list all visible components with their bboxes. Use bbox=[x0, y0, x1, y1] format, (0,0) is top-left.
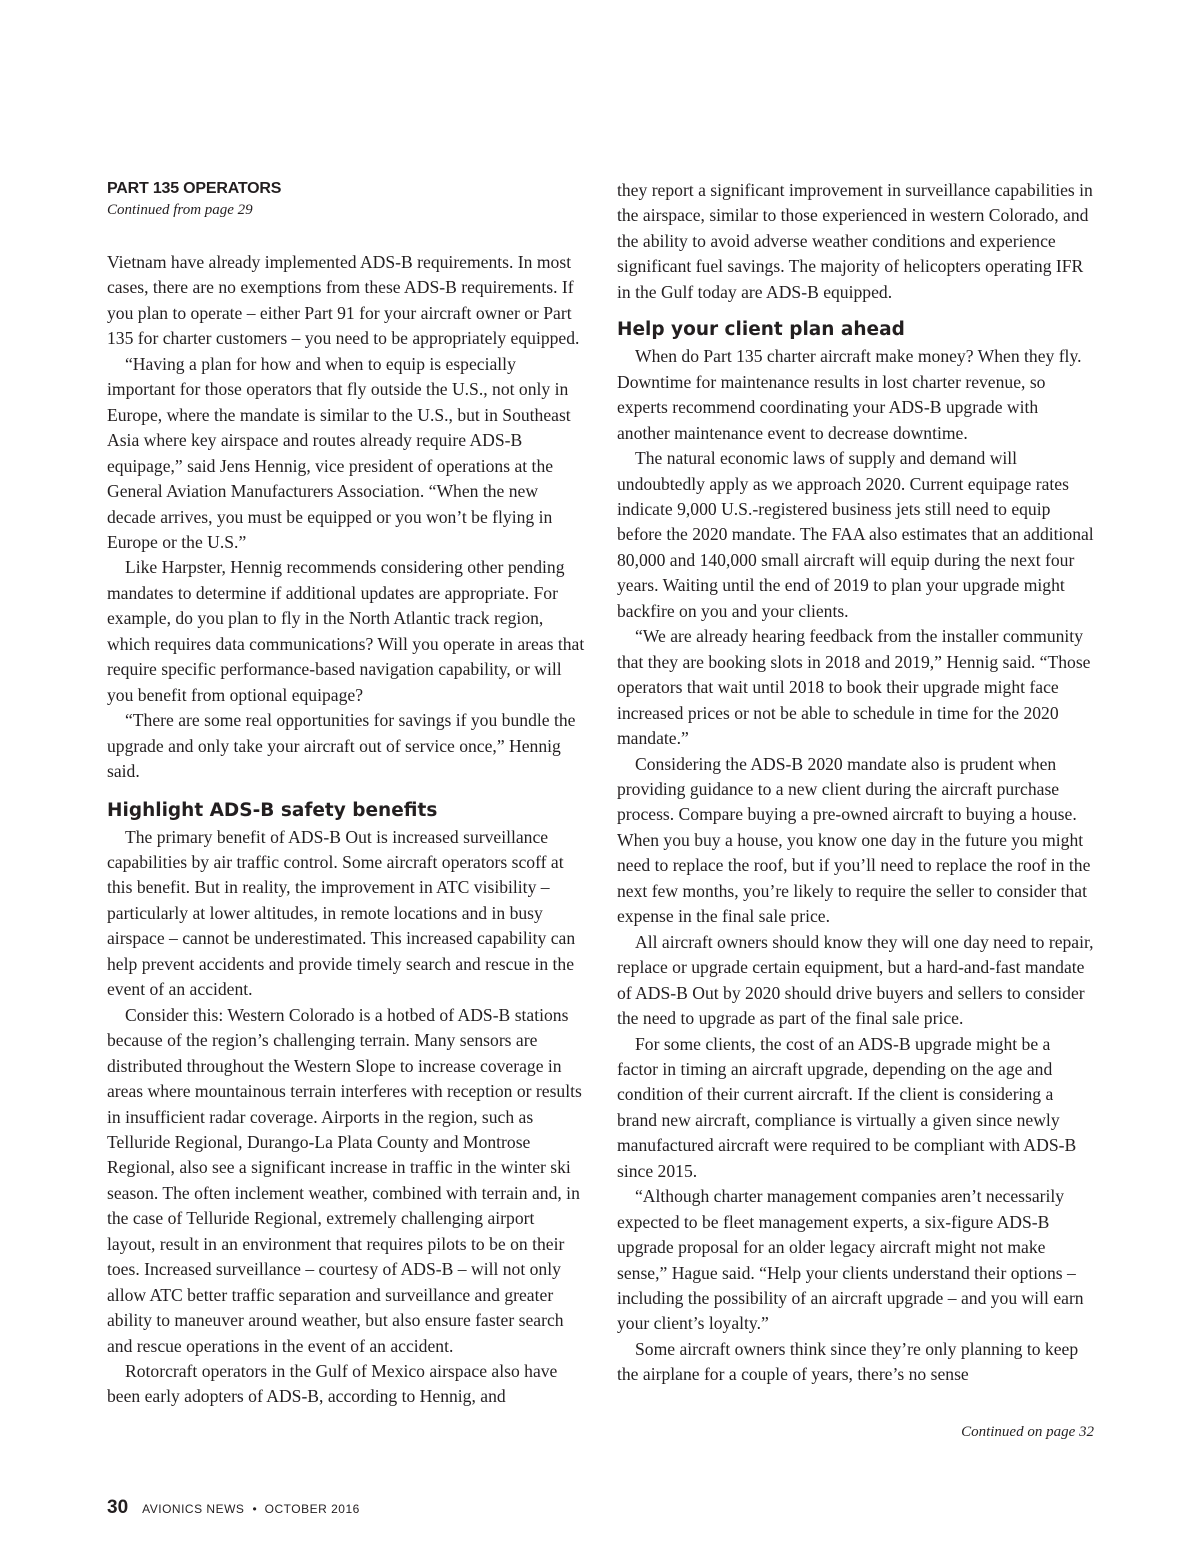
continued-on-note: Continued on page 32 bbox=[961, 1424, 1094, 1440]
publication-name: AVIONICS NEWS bbox=[142, 1502, 245, 1516]
paragraph: “We are already hearing feedback from the installer community that they are booking slots in 2018 and 2019,” Hennig said. “Those operators that wait until 2018 to book their upgrade might face increased prices or not be able to schedule in time for the 2020 mandate.” bbox=[617, 626, 1091, 749]
paragraph: For some clients, the cost of an ADS-B upgrade might be a factor in timing an aircraft upgrade, depending on the age and condition of their current aircraft. If the client is considering a brand new aircraft, compliance is virtually a given since newly manufactured aircraft were required to be compliant with ADS-B since 2015. bbox=[617, 1033, 1077, 1181]
footer-separator: • bbox=[252, 1502, 257, 1516]
paragraph: Vietnam have already implemented ADS-B requirements. In most cases, there are no exemptions from these ADS-B requirements. If you plan to operate – either Part 91 for your aircraft owner or Part 135 for charter customers – you need to be appropriately equipped. bbox=[107, 252, 580, 349]
section-heading-plan: Help your client plan ahead bbox=[617, 319, 905, 341]
issue-date: OCTOBER 2016 bbox=[264, 1502, 360, 1516]
section-label: PART 135 OPERATORS bbox=[107, 180, 282, 197]
paragraph: Considering the ADS-B 2020 mandate also is prudent when providing guidance to a new client during the aircraft purchase process. Compare buying a pre-owned aircraft to buying a house. When you buy a house, you know one day in the future you might need to replace the roof, but if you’ll need to replace the roof in the next few months, you’re likely to require the seller to consider that expense in the final sale price. bbox=[617, 753, 1091, 927]
paragraph: When do Part 135 charter aircraft make money? When they fly. Downtime for maintenance results in lost charter revenue, so experts recommend coordinating your ADS-B upgrade with another maintenance event to decrease downtime. bbox=[617, 346, 1082, 443]
paragraph: The natural economic laws of supply and demand will undoubtedly apply as we approach 2020. Current equipage rates indicate 9,000 U.S.-registered business jets still need to equip before the 2020 mandate. The FAA also estimates that an additional 80,000 and 140,000 small aircraft will equip during the next four years. Waiting until the end of 2019 to plan your upgrade might backfire on you and your clients. bbox=[617, 448, 1094, 621]
paragraph: Rotorcraft operators in the Gulf of Mexico airspace also have been early adopters of ADS-B, according to Hennig, and bbox=[107, 1361, 558, 1407]
section-heading-safety: Highlight ADS-B safety benefits bbox=[107, 799, 438, 821]
continued-from-note: Continued from page 29 bbox=[107, 202, 253, 218]
paragraph: they report a significant improvement in surveillance capabilities in the airspace, similar to those experienced in western Colorado, and the ability to avoid adverse weather conditions and experience significant fuel savings. The majority of helicopters operating IFR in the Gulf today are ADS-B equipped. bbox=[617, 180, 1093, 302]
paragraph: The primary benefit of ADS-B Out is increased surveillance capabilities by air traffic control. Some aircraft operators scoff at this benefit. But in reality, the improvement in ATC visibility – particularly at lower altitudes, in remote locations and in busy airspace – cannot be underestimated. This increased capability can help prevent accidents and provide timely search and rescue in the event of an accident. bbox=[107, 826, 576, 1000]
paragraph: Consider this: Western Colorado is a hotbed of ADS-B stations because of the region’s challenging terrain. Many sensors are distributed throughout the Western Slope to increase coverage in areas where mountainous terrain interferes with reception or results in insufficient radar coverage. Airports in the region, such as Telluride Regional, Durango-La Plata County and Montrose Regional, also see a significant increase in traffic in the winter ski season. The often inclement weather, combined with terrain and, in the case of Telluride Regional, extremely challenging airport layout, result in an environment that requires pilots to be on their toes. Increased surveillance – courtesy of ADS-B – will not only allow ATC better traffic separation and surveillance and greater ability to maneuver around weather, but also ensure faster search and rescue operations in the event of an accident. bbox=[107, 1004, 582, 1356]
paragraph: All aircraft owners should know they will one day need to repair, replace or upgrade certain equipment, but a hard-and-fast mandate of ADS-B Out by 2020 should drive buyers and sellers to consider the need to upgrade as part of the final sale price. bbox=[617, 931, 1094, 1029]
left-column bbox=[107, 178, 585, 1410]
right-column bbox=[617, 178, 1095, 1388]
paragraph: “Although charter management companies aren’t necessarily expected to be fleet management experts, a six-figure ADS-B upgrade proposal for an older legacy aircraft might not make sense,” Hague said. “Help your clients understand their options – including the possibility of an aircraft upgrade – and you will earn your client’s loyalty.” bbox=[617, 1186, 1084, 1334]
paragraph: Like Harpster, Hennig recommends considering other pending mandates to determine if additional updates are appropriate. For example, do you plan to fly in the North Atlantic track region, which requires data communications? Will you operate in areas that require specific performance-based navigation capability, or will you benefit from optional equipage? bbox=[107, 557, 585, 705]
paragraph: Some aircraft owners think since they’re only planning to keep the airplane for a couple of years, there’s no sense bbox=[617, 1338, 1079, 1385]
page-footer bbox=[107, 1497, 360, 1519]
page-number: 30 bbox=[107, 1497, 129, 1518]
paragraph: “There are some real opportunities for savings if you bundle the upgrade and only take your aircraft out of service once,” Hennig said. bbox=[107, 710, 576, 782]
paragraph: “Having a plan for how and when to equip is especially important for those operators that fly outside the U.S., not only in Europe, where the mandate is similar to the U.S., but in Southeast Asia where key airspace and routes already require ADS-B equipage,” said Jens Hennig, vice president of operations at the General Aviation Manufacturers Association. “When the new decade arrives, you must be equipped or you won’t be flying in Europe or the U.S.” bbox=[107, 353, 571, 552]
